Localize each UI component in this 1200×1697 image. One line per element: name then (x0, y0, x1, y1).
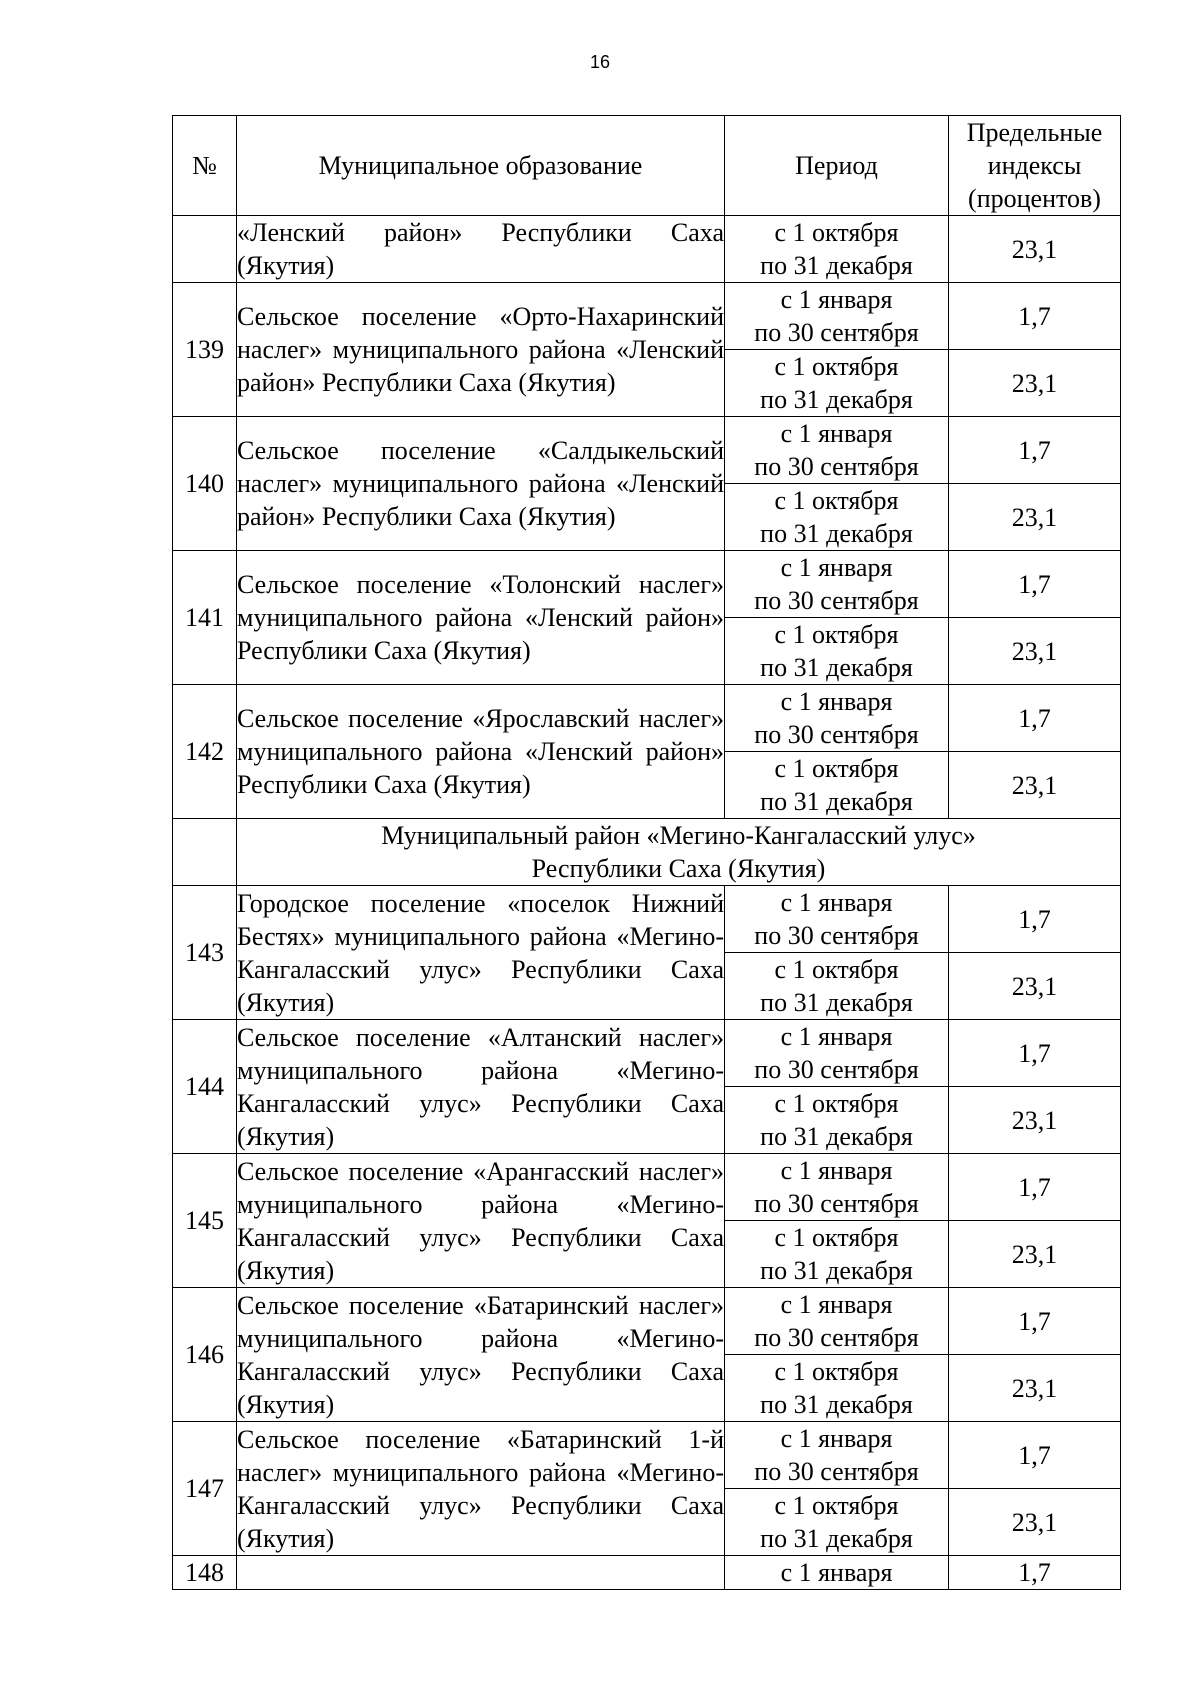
row-number: 146 (173, 1288, 237, 1422)
index-value: 23,1 (949, 1355, 1121, 1422)
table-header (173, 116, 1121, 216)
table-row (173, 1288, 1121, 1355)
header-number: № (173, 116, 237, 216)
index-value: 23,1 (949, 1221, 1121, 1288)
period-cell (725, 283, 949, 350)
period-from: с 1 января (780, 888, 893, 917)
municipality-name: Городское поселение «поселок Нижний Бестях» муниципального района «Мегино-Кангаласский улус» Республики Саха (Якутия) (237, 886, 725, 1020)
period-cell (725, 1154, 949, 1221)
index-value: 1,7 (949, 417, 1121, 484)
row-number: 142 (173, 685, 237, 819)
section-heading (237, 819, 1121, 886)
period-cell (725, 618, 949, 685)
period-to: по 31 декабря (760, 1524, 913, 1553)
table-row (173, 1556, 1121, 1590)
period-from: с 1 октября (774, 218, 899, 247)
period-from: с 1 октября (774, 1223, 899, 1252)
period-cell (725, 1355, 949, 1422)
table-row (173, 1422, 1121, 1489)
period-from: с 1 октября (774, 1089, 899, 1118)
header-index-line: индексы (987, 151, 1082, 180)
row-number: 145 (173, 1154, 237, 1288)
period-cell (725, 1556, 949, 1590)
period-cell (725, 685, 949, 752)
municipality-name: Сельское поселение «Арангасский наслег» муниципального района «Мегино-Кангаласский улус» Республики Саха (Якутия) (237, 1154, 725, 1288)
section-heading-line: Республики Саха (Якутия) (531, 854, 826, 883)
period-to: по 30 сентября (754, 921, 919, 950)
row-number: 139 (173, 283, 237, 417)
period-from: с 1 января (780, 1424, 893, 1453)
table-row (173, 1020, 1121, 1087)
municipality-name (237, 1556, 725, 1590)
period-to: по 30 сентября (754, 318, 919, 347)
period-cell (725, 752, 949, 819)
table-row (173, 417, 1121, 484)
period-cell (725, 886, 949, 953)
period-cell (725, 1087, 949, 1154)
index-value: 23,1 (949, 953, 1121, 1020)
index-value: 1,7 (949, 1422, 1121, 1489)
municipality-name: Сельское поселение «Салдыкельский наслег» муниципального района «Ленский район» Республики Саха (Якутия) (237, 417, 725, 551)
table-row (173, 886, 1121, 953)
period-from: с 1 октября (774, 486, 899, 515)
municipality-name: Сельское поселение «Батаринский наслег» муниципального района «Мегино-Кангаласский улус» Республики Саха (Якутия) (237, 1288, 725, 1422)
index-value: 23,1 (949, 216, 1121, 283)
period-cell (725, 350, 949, 417)
header-index-line: Предельные (966, 118, 1103, 147)
period-to: по 31 декабря (760, 251, 913, 280)
period-to: по 31 декабря (760, 787, 913, 816)
municipality-name: Сельское поселение «Орто-Нахаринский наслег» муниципального района «Ленский район» Республики Саха (Якутия) (237, 283, 725, 417)
municipality-name: Сельское поселение «Алтанский наслег» муниципального района «Мегино-Кангаласский улус» Республики Саха (Якутия) (237, 1020, 725, 1154)
period-to: по 30 сентября (754, 1055, 919, 1084)
period-from: с 1 января (780, 419, 893, 448)
period-to: по 30 сентября (754, 452, 919, 481)
period-to: по 31 декабря (760, 1122, 913, 1151)
period-from: с 1 января (780, 687, 893, 716)
period-from: с 1 января (780, 1290, 893, 1319)
index-value: 1,7 (949, 551, 1121, 618)
period-from: с 1 октября (774, 1491, 899, 1520)
period-to: по 30 сентября (754, 1457, 919, 1486)
page-number: 16 (589, 52, 611, 72)
row-number: 148 (173, 1556, 237, 1590)
tariff-index-table (172, 115, 1121, 1590)
header-index (949, 116, 1121, 216)
period-from: с 1 января (780, 1156, 893, 1185)
table-row (173, 1154, 1121, 1221)
index-value: 1,7 (949, 283, 1121, 350)
period-to: по 30 сентября (754, 586, 919, 615)
period-cell (725, 216, 949, 283)
row-number: 140 (173, 417, 237, 551)
index-value: 23,1 (949, 1489, 1121, 1556)
row-number: 147 (173, 1422, 237, 1556)
header-period: Период (725, 116, 949, 216)
table-row (173, 283, 1121, 350)
index-value: 23,1 (949, 350, 1121, 417)
municipality-name: «Ленский район» Республики Саха (Якутия) (237, 216, 725, 283)
index-value: 23,1 (949, 618, 1121, 685)
period-from: с 1 октября (774, 955, 899, 984)
period-to: по 30 сентября (754, 1189, 919, 1218)
period-cell (725, 1422, 949, 1489)
period-to: по 31 декабря (760, 653, 913, 682)
row-number: 144 (173, 1020, 237, 1154)
period-cell (725, 1020, 949, 1087)
period-from: с 1 октября (774, 1357, 899, 1386)
municipality-name: Сельское поселение «Ярославский наслег» муниципального района «Ленский район» Республики Саха (Якутия) (237, 685, 725, 819)
index-value: 1,7 (949, 1288, 1121, 1355)
period-from: с 1 октября (774, 620, 899, 649)
table-row (173, 216, 1121, 283)
period-cell (725, 417, 949, 484)
index-value: 1,7 (949, 685, 1121, 752)
header-municipality: Муниципальное образование (237, 116, 725, 216)
index-value: 1,7 (949, 1154, 1121, 1221)
section-row (173, 819, 1121, 886)
index-value: 1,7 (949, 1020, 1121, 1087)
index-value: 23,1 (949, 1087, 1121, 1154)
period-to: по 31 декабря (760, 988, 913, 1017)
period-from: с 1 октября (774, 754, 899, 783)
period-from: с 1 января (780, 553, 893, 582)
period-cell (725, 484, 949, 551)
section-heading-line: Муниципальный район «Мегино-Кангаласский улус» (381, 821, 976, 850)
period-to: по 31 декабря (760, 1390, 913, 1419)
period-to: по 31 декабря (760, 1256, 913, 1285)
period-from: с 1 октября (774, 352, 899, 381)
period-to: по 31 декабря (760, 385, 913, 414)
table-body (173, 216, 1121, 1590)
period-to: по 30 сентября (754, 720, 919, 749)
period-cell (725, 1288, 949, 1355)
period-cell (725, 953, 949, 1020)
period-from: с 1 января (780, 1022, 893, 1051)
index-value: 1,7 (949, 1556, 1121, 1590)
header-row (173, 116, 1121, 216)
index-value: 1,7 (949, 886, 1121, 953)
period-cell (725, 1221, 949, 1288)
row-number: 143 (173, 886, 237, 1020)
table-row (173, 685, 1121, 752)
municipality-name: Сельское поселение «Батаринский 1-й наслег» муниципального района «Мегино-Кангаласский улус» Республики Саха (Якутия) (237, 1422, 725, 1556)
period-cell (725, 1489, 949, 1556)
header-index-line: (процентов) (968, 184, 1101, 213)
period-cell (725, 551, 949, 618)
row-number: 141 (173, 551, 237, 685)
period-from: с 1 января (780, 285, 893, 314)
table-row (173, 551, 1121, 618)
index-value: 23,1 (949, 752, 1121, 819)
period-to: по 30 сентября (754, 1323, 919, 1352)
section-number-cell (173, 819, 237, 886)
period-to: по 31 декабря (760, 519, 913, 548)
period-from: с 1 января (780, 1558, 893, 1587)
municipality-name: Сельское поселение «Толонский наслег» муниципального района «Ленский район» Республики Саха (Якутия) (237, 551, 725, 685)
index-value: 23,1 (949, 484, 1121, 551)
row-number (173, 216, 237, 283)
